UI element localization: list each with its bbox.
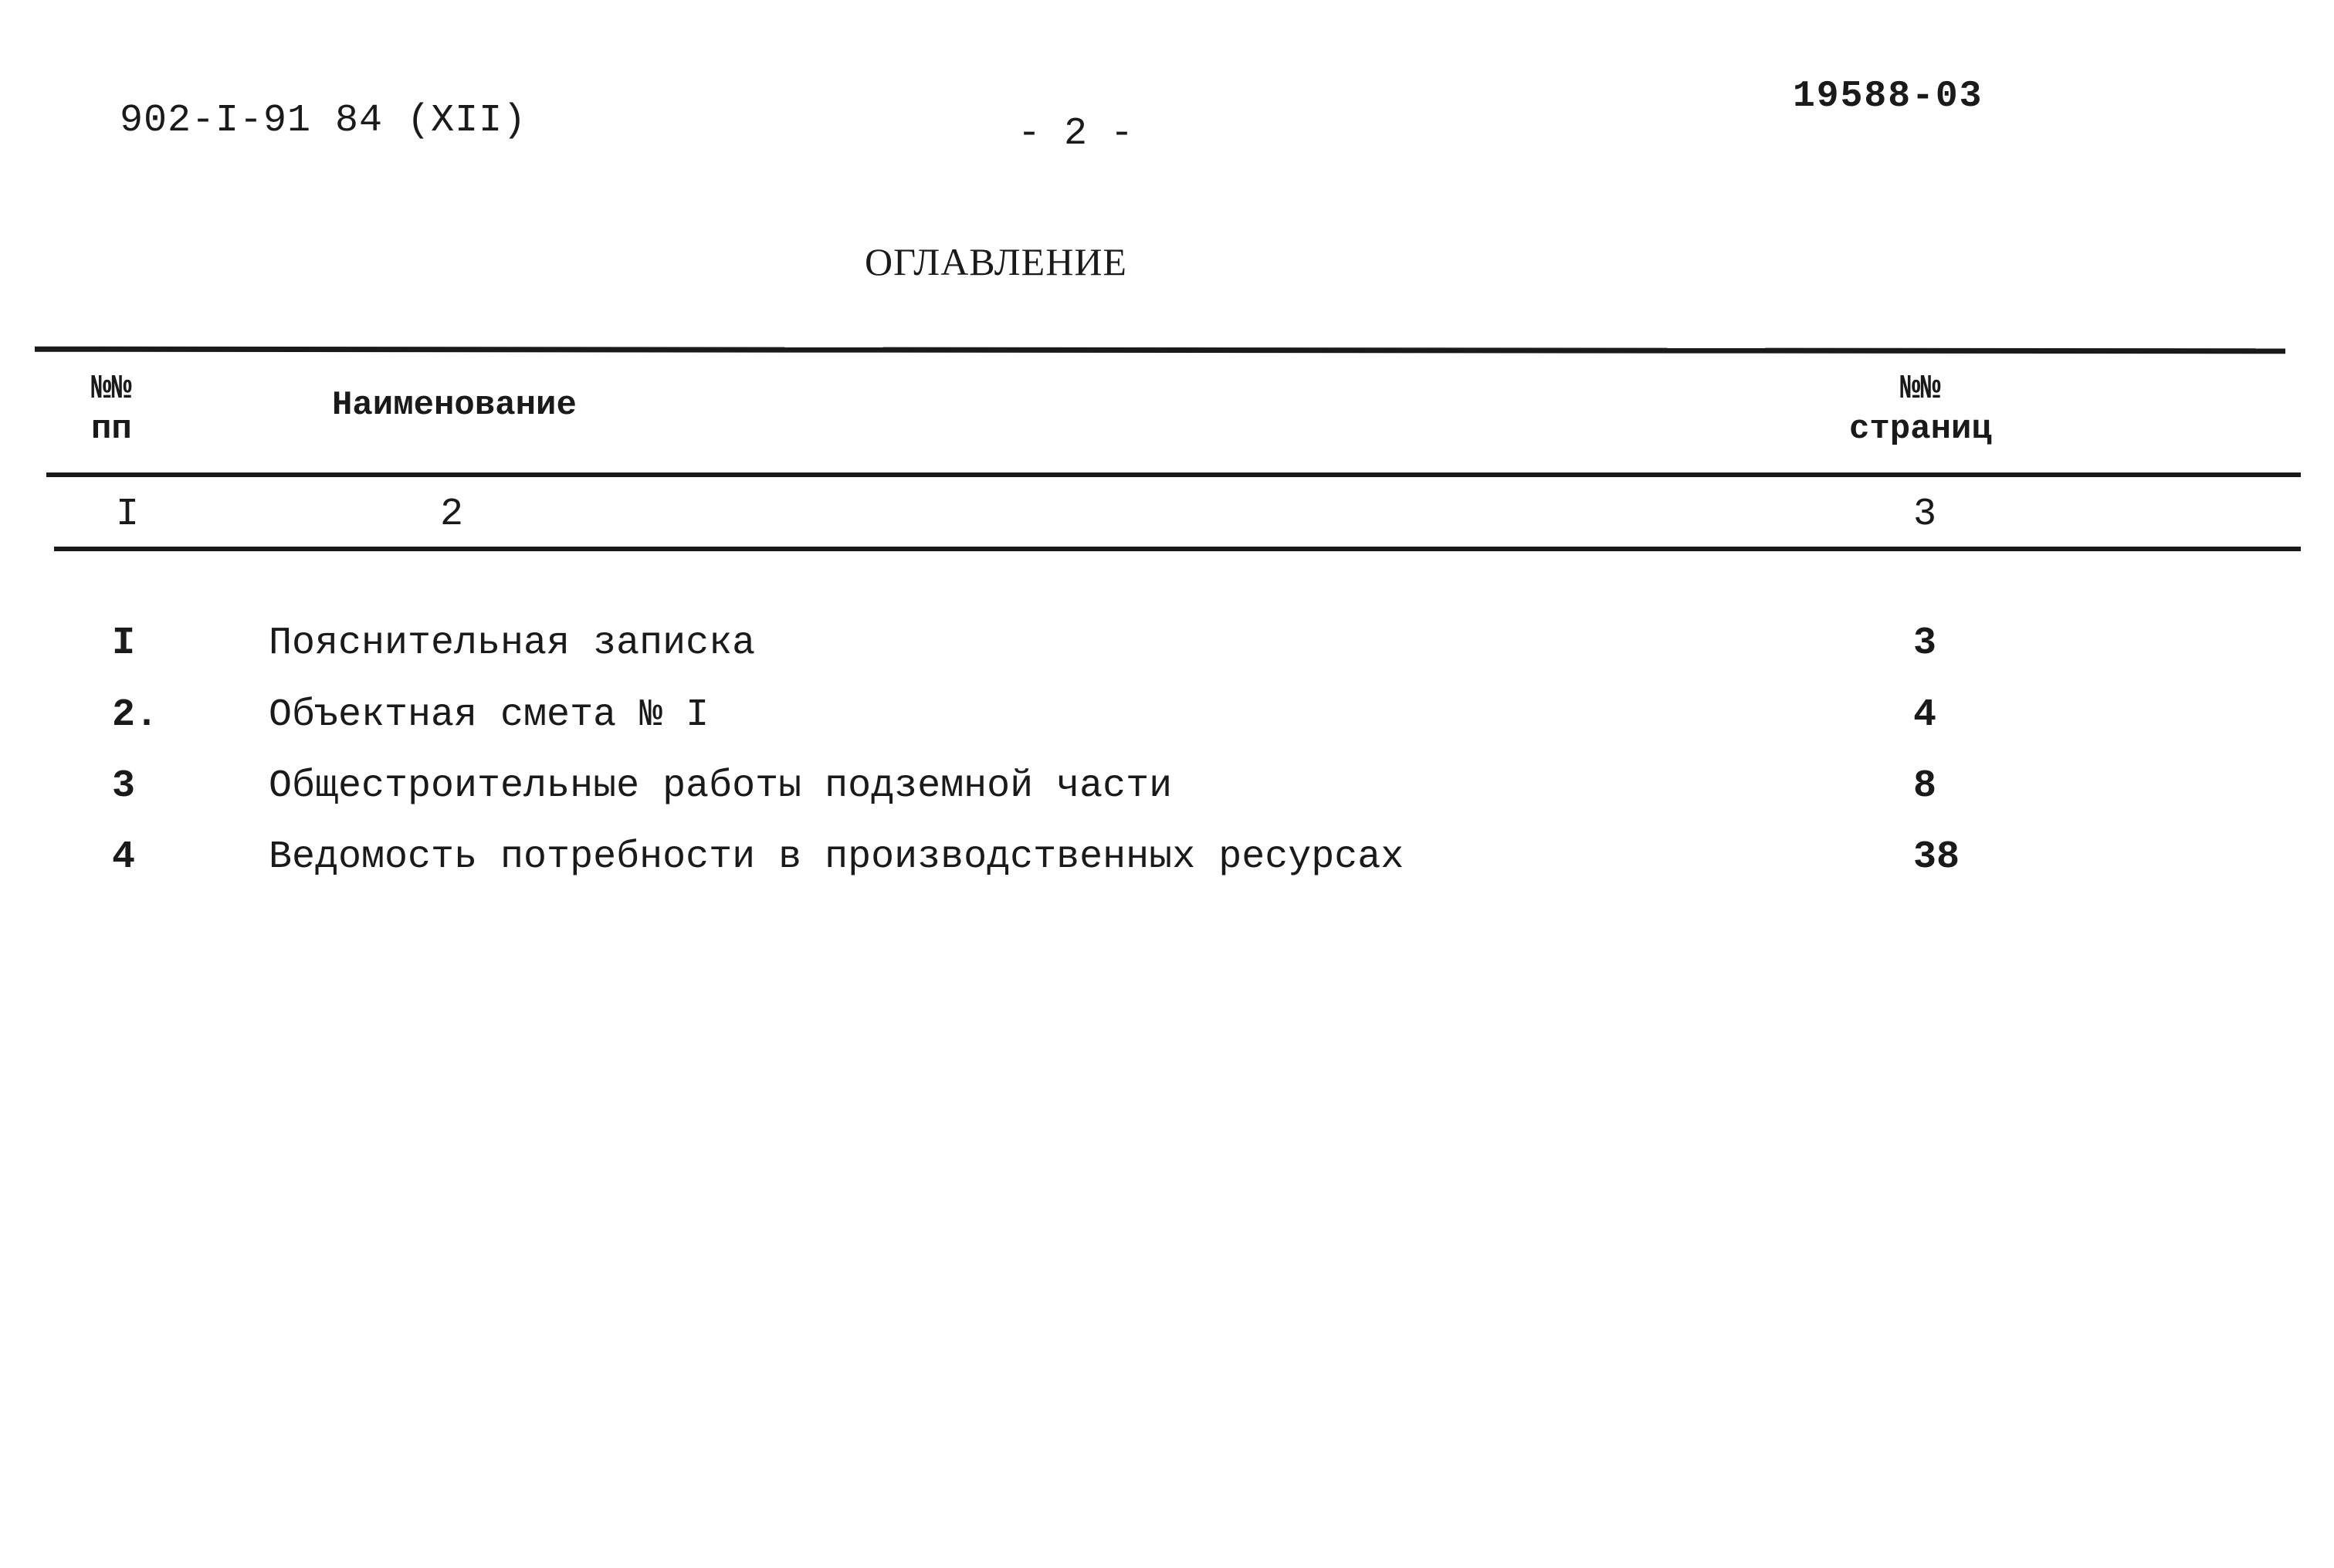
header-item-number-line2: пп [91, 410, 132, 449]
row-page: 8 [1913, 764, 1937, 808]
column-number-2: 2 [440, 493, 464, 537]
header-page-number-line2: страниц [1849, 410, 1992, 449]
row-number: I [112, 621, 136, 665]
header-page-number [1849, 369, 1992, 449]
table-row [0, 621, 2334, 691]
header-item-number-line1: №№ [91, 370, 132, 408]
header-bottom-rule [46, 472, 2301, 477]
column-number-3: 3 [1913, 493, 1937, 537]
row-page: 3 [1913, 621, 1937, 665]
row-number: 3 [112, 764, 136, 808]
row-title: Объектная смета № I [269, 693, 710, 737]
table-row [0, 693, 2334, 763]
header-name: Наименование [332, 386, 577, 425]
column-number-rule [54, 547, 2301, 551]
row-number: 2. [112, 693, 159, 737]
page-number: - 2 - [1018, 112, 1134, 156]
archive-number: 19588-03 [1793, 76, 1983, 117]
row-title: Ведомость потребности в производственных ресурсах [269, 835, 1404, 879]
toc-title: ОГЛАВЛЕНИЕ [865, 240, 1127, 283]
row-title: Пояснительная записка [269, 621, 756, 665]
row-page: 4 [1913, 693, 1937, 737]
row-page: 38 [1913, 835, 1960, 879]
row-title: Общестроительные работы подземной части [269, 764, 1173, 808]
table-row [0, 764, 2334, 834]
header-item-number [91, 369, 132, 449]
column-number-1: I [116, 493, 140, 537]
document-code: 902-I-91 84 (XII) [120, 99, 527, 143]
table-row [0, 835, 2334, 905]
row-number: 4 [112, 835, 136, 879]
table-top-rule [35, 347, 2285, 354]
header-page-number-line1: №№ [1900, 370, 1941, 408]
